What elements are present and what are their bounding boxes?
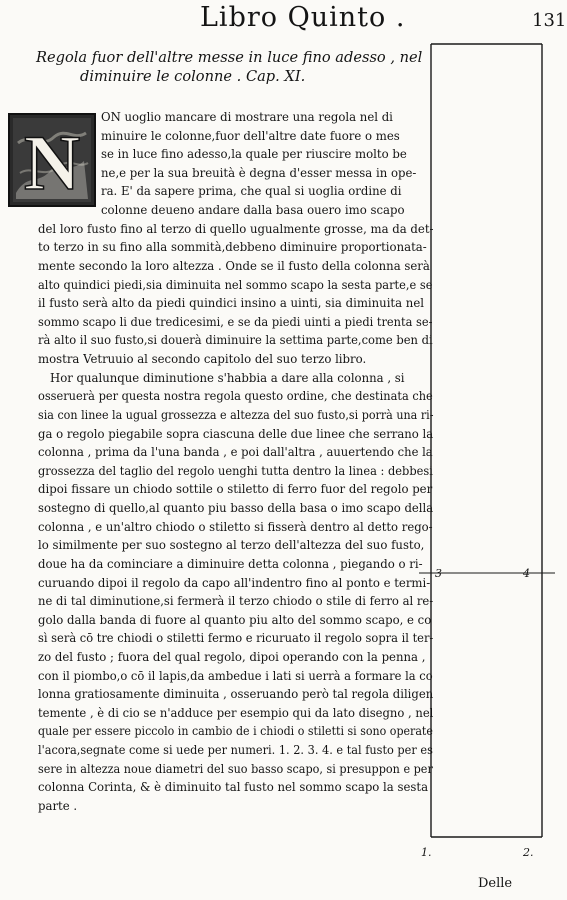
body-text-line: sostegno di quello,al quanto piu basso della basa o imo scapo della [38,501,434,516]
body-text-line: colonna Corinta, & è diminuito tal fusto nel sommo scapo la sesta [38,780,429,795]
body-text-line: rà alto il suo fusto,si douerà diminuire la settima parte,come ben di [38,333,433,348]
column-outline [415,40,565,860]
body-text-line: minuire le colonne,fuor dell'altre date fuore o mes [101,128,400,143]
body-text-line: lo similmente per suo sostegno al terzo dell'altezza del suo fusto, [38,538,425,553]
body-text-line: con il piombo,o cō il lapis,da ambedue i lati si uerrà a formare la co [38,668,433,683]
body-text-line: mente secondo la loro altezza . Onde se il fusto della colonna serà [38,258,430,273]
catchword: Delle [478,876,513,891]
figure-label-1: 1. [421,846,432,859]
body-text-line: osseruerà per questa nostra regola questo ordine, che destinata che [38,389,433,404]
decorated-initial-artwork [8,113,96,207]
figure-label-3: 3 [435,567,442,580]
body-text-line: sere in altezza noue diametri del suo basso scapo, si presuppon e per [38,761,433,776]
body-text-line: l'acora,segnate come si uede per numeri. 1. 2. 3. 4. e tal fusto per es [38,743,433,758]
body-text-line: to terzo in su fino alla sommità,debbeno diminuire proportionata- [38,240,427,255]
body-text-line: ne,e per la sua breuità è degna d'esser messa in ope- [101,165,417,180]
body-text-line: Hor qualunque diminutione s'habbia a dare alla colonna , si [50,370,405,385]
body-text-line: lonna gratiosamente diminuita , osseruando però tal regola diligen [38,687,434,702]
body-text-line: sì serà cō tre chiodi o stiletti fermo e ricuruato il regolo sopra il ter- [38,631,434,646]
body-text-line: ON uoglio mancare di mostrare una regola nel di [101,110,393,124]
body-text-line: sommo scapo li due tredicesimi, e se da piedi uinti a piedi trenta se- [38,314,433,329]
body-text-line: il fusto serà alto da piedi quindici insino a uinti, sia diminuita nel [38,296,424,311]
running-title: Libro Quinto . [200,2,406,33]
chapter-heading [36,48,423,86]
figure-label-2: 2. [523,846,534,859]
body-text-line: del loro fusto fino al terzo di quello ugualmente grosse, ma da det- [38,221,434,236]
body-text-line: quale per essere piccolo in cambio de i chiodi o stiletti si sono operate [38,724,433,739]
body-text-line: ga o regolo piegabile sopra ciascuna delle due linee che serrano la [38,426,434,441]
body-text-line: ne di tal diminutione,si fermerà il terzo chiodo o stile di ferro al re- [38,594,434,609]
body-text-line: mostra Vetruuio al secondo capitolo del suo terzo libro. [38,352,367,367]
figure-label-4: 4 [523,567,530,580]
body-text-line: ra. E' da sapere prima, che qual si uoglia ordine di [101,184,402,199]
body-text-line: colonna , prima da l'una banda , e poi dall'altra , auuertendo che la [38,445,433,460]
column-diagram [415,40,565,860]
body-text-line: grossezza del taglio del regolo uenghi tutta dentro la linea : debbesi [38,463,433,478]
body-text-line: golo dalla banda di fuore al quanto piu alto del sommo scapo, e co [38,612,432,627]
body-text-line: alto quindici piedi,sia diminuita nel sommo scapo la sesta parte,e se [38,277,433,292]
body-text-line: sia con linee la ugual grossezza e altezza del suo fusto,si porrà una ri- [38,407,434,422]
chapter-title-line-1: Regola fuor dell'altre messe in luce fino adesso , nel [36,49,423,66]
body-text-line: se in luce fino adesso,la quale per riuscire molto be [101,147,407,162]
body-text-line: temente , è di cio se n'adduce per esempio qui da lato disegno , nel [38,705,434,720]
body-text-line: doue ha da cominciare a diminuire detta colonna , piegando o ri- [38,556,423,571]
body-text-line: parte . [38,798,78,813]
dropcap-letter: N [23,119,81,206]
body-text-line: curuando dipoi il regolo da capo all'indentro fino al ponto e termi- [38,575,431,590]
body-text-line: dipoi fissare un chiodo sottile o stiletto di ferro fuor del regolo per [38,482,433,497]
body-text-line: zo del fusto ; fuora del qual regolo, dipoi operando con la penna , [38,649,426,664]
chapter-title-line-2: diminuire le colonne . Cap. XI. [80,68,306,85]
decorated-initial [8,113,96,207]
body-text-line: colonna , e un'altro chiodo o stiletto si fisserà dentro al detto rego- [38,519,433,534]
body-text-line: colonne deueno andare dalla basa ouero imo scapo [101,203,405,218]
page-number: 131 [532,10,567,31]
